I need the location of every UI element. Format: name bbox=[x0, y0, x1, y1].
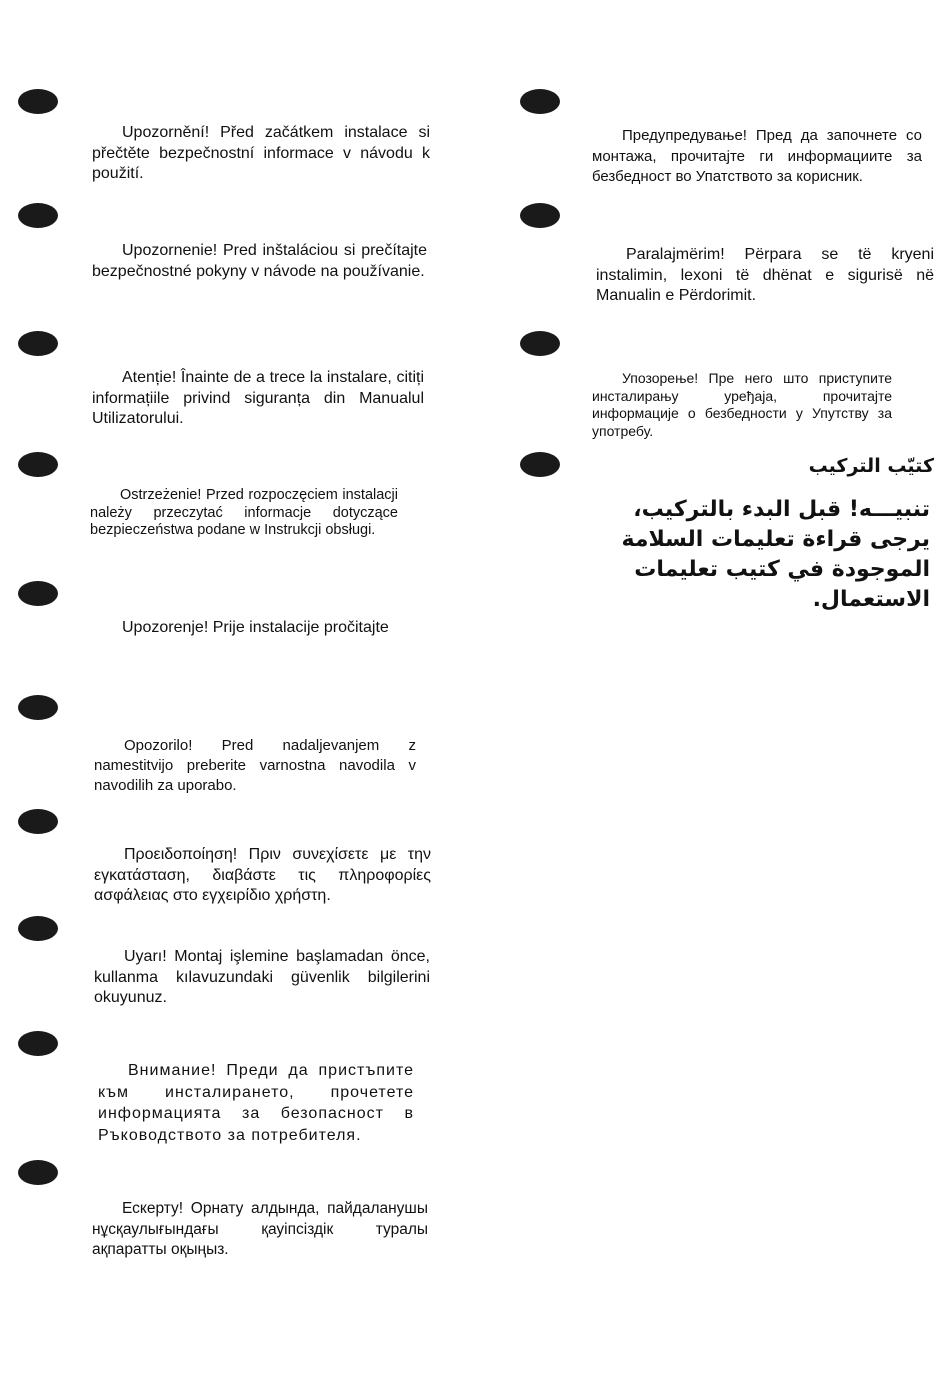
warning-text-slovak: Upozornenie! Pred inštaláciou si prečítajte bezpečnostné pokyny v návode na používanie. bbox=[92, 242, 427, 280]
warning-text-slovenian: Opozorilo! Pred nadaljevanjem z namestitvijo preberite varnostna navodila v navodilih za uporabo. bbox=[94, 737, 416, 794]
language-marker-arabic bbox=[520, 452, 560, 477]
language-marker-turkish bbox=[18, 916, 58, 941]
language-marker-croatian bbox=[18, 581, 58, 606]
warning-text-macedonian: Предупредување! Пред да започнете со монтажа, прочитајте ги информациите за безбедност во Упатството за корисник. bbox=[592, 127, 922, 185]
warning-text-bulgarian: Внимание! Преди да пристъпите към инсталирането, прочетете информацията за безопасност в Ръководството за потребителя. bbox=[98, 1062, 414, 1144]
warning-text-arabic: تنبيـــه! قبل البدء بالتركيب، يرجى قراءة تعليمات السلامة الموجودة في كتيب تعليمات الاستعمال. bbox=[621, 497, 930, 612]
warning-text-polish: Ostrzeżenie! Przed rozpoczęciem instalacji należy przeczytać informacje dotyczące bezpieczeństwa podane w Instrukcji obsługi. bbox=[90, 487, 398, 538]
language-marker-albanian bbox=[520, 203, 560, 228]
language-marker-czech bbox=[18, 89, 58, 114]
language-marker-serbian bbox=[520, 331, 560, 356]
warning-text-romanian: Atenție! Înainte de a trece la instalare, citiți informațiile privind siguranța din Manualul Utilizatorului. bbox=[92, 369, 424, 427]
language-marker-kazakh bbox=[18, 1160, 58, 1185]
language-marker-greek bbox=[18, 809, 58, 834]
warning-text-croatian: Upozorenje! Prije instalacije pročitajte bbox=[122, 619, 389, 636]
warning-text-kazakh: Ескерту! Орнату алдында, пайдаланушы нұсқаулығындағы қауіпсіздік туралы ақпаратты оқыңыз. bbox=[92, 1200, 428, 1258]
language-marker-macedonian bbox=[520, 89, 560, 114]
language-marker-bulgarian bbox=[18, 1031, 58, 1056]
warning-text-greek: Προειδοποίηση! Πριν συνεχίσετε με την εγκατάσταση, διαβάστε τις πληροφορίες ασφάλειας στο εγχειρίδιο χρήστη. bbox=[94, 846, 431, 904]
arabic-title: كتيّب التركيب bbox=[808, 455, 934, 477]
warning-text-albanian: Paralajmërim! Përpara se të kryeni instalimin, lexoni të dhënat e sigurisë në Manualin e Përdorimit. bbox=[596, 246, 934, 304]
warning-text-serbian: Упозорење! Пре него што приступите инсталирању уређаја, прочитајте информације о безбедности у Упутству за употребу. bbox=[592, 370, 892, 439]
language-marker-romanian bbox=[18, 331, 58, 356]
language-marker-slovak bbox=[18, 203, 58, 228]
warning-text-turkish: Uyarı! Montaj işlemine başlamadan önce, kullanma kılavuzundaki güvenlik bilgilerini okuyunuz. bbox=[94, 948, 430, 1006]
warning-text-czech: Upozornění! Před začátkem instalace si přečtěte bezpečnostní informace v návodu k použití. bbox=[92, 124, 430, 182]
language-marker-polish bbox=[18, 452, 58, 477]
language-marker-slovenian bbox=[18, 695, 58, 720]
